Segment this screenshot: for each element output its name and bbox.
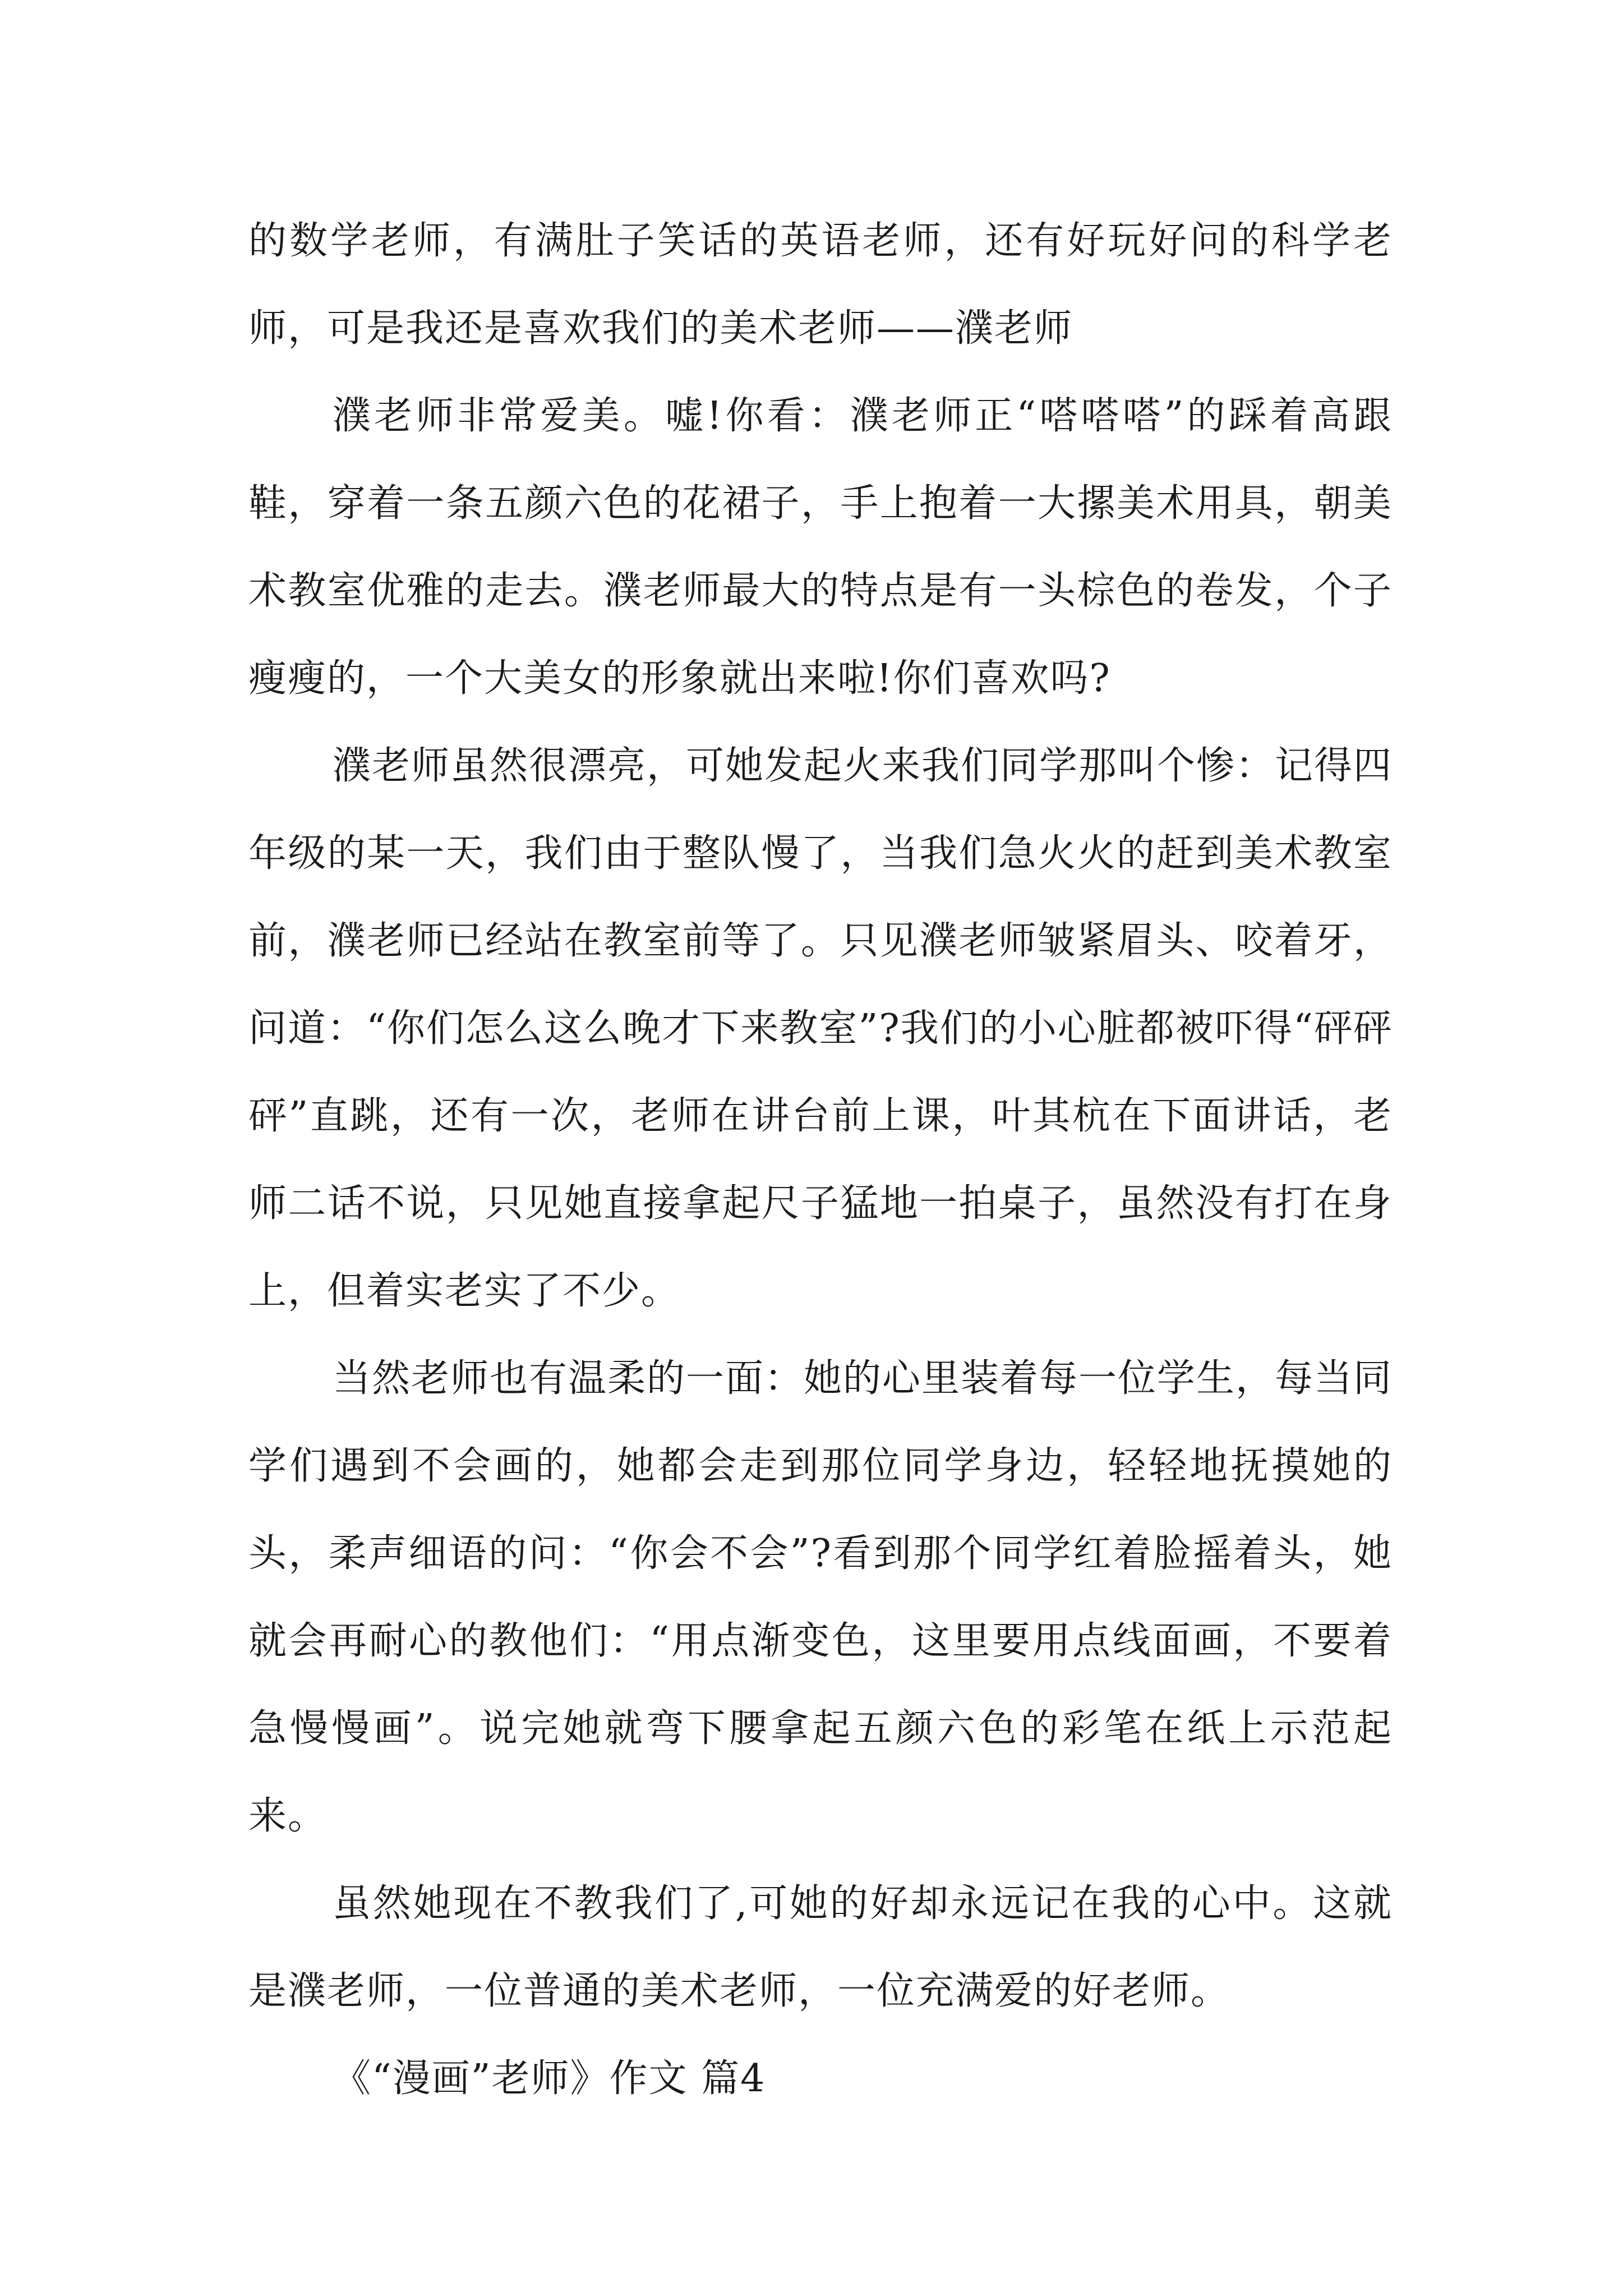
paragraph-4: 当然老师也有温柔的一面：她的心里装着每一位学生，每当同学们遇到不会画的，她都会走到那位同学身边，轻轻地抚摸她的头，柔声细语的问：“你会不会”?看到那个同学红着脸摇着头，她就会再耐心的教他们：“用点渐变色，这里要用点线面画，不要着急慢慢画”。说完她就弯下腰拿起五颜六色的彩笔在纸上示范起来。: [248, 1356, 1393, 1838]
paragraph-5: 虽然她现在不教我们了,可她的好却永远记在我的心中。这就是濮老师，一位普通的美术老师，一位充满爱的好老师。: [248, 1881, 1393, 2013]
section-heading: 《“漫画”老师》作文 篇4: [333, 2056, 766, 2101]
paragraph-1: 的数学老师，有满肚子笑话的英语老师，还有好玩好问的科学老师，可是我还是喜欢我们的美术老师——濮老师: [248, 219, 1393, 351]
essay-body: [248, 197, 1393, 2123]
paragraph-2: 濮老师非常爱美。嘘!你看：濮老师正“嗒嗒嗒”的踩着高跟鞋，穿着一条五颜六色的花裙子，手上抱着一大摞美术用具，朝美术教室优雅的走去。濮老师最大的特点是有一头棕色的卷发，个子瘦瘦的，一个大美女的形象就出来啦!你们喜欢吗?: [248, 394, 1393, 701]
paragraph-3: 濮老师虽然很漂亮，可她发起火来我们同学那叫个惨：记得四年级的某一天，我们由于整队慢了，当我们急火火的赶到美术教室前，濮老师已经站在教室前等了。只见濮老师皱紧眉头、咬着牙，问道：“你们怎么这么晚才下来教室”?我们的小心脏都被吓得“砰砰砰”直跳，还有一次，老师在讲台前上课，叶其杭在下面讲话，老师二话不说，只见她直接拿起尺子猛地一拍桌子，虽然没有打在身上，但着实老实了不少。: [248, 744, 1393, 1313]
